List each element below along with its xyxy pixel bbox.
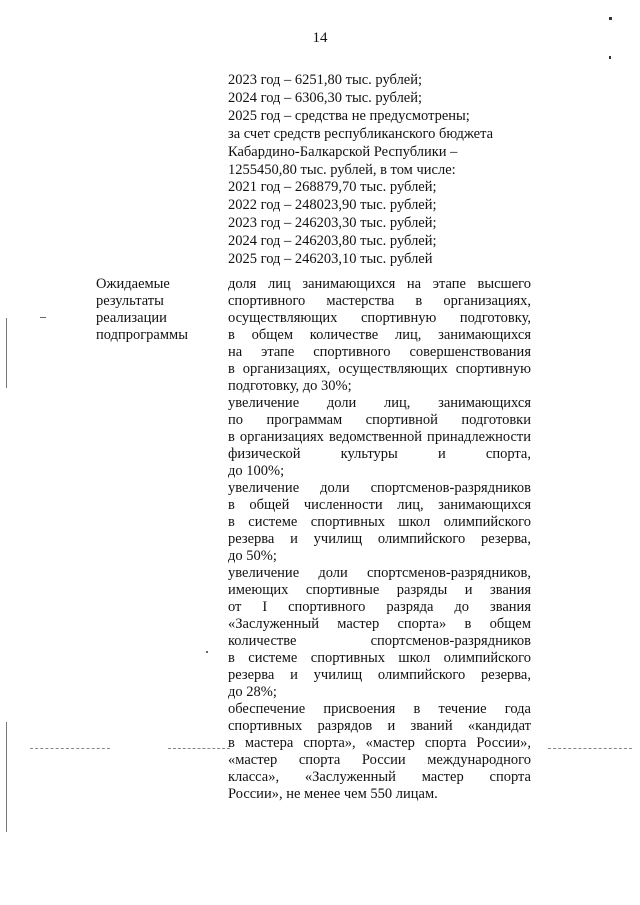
results-label-line: реализации [96,310,167,326]
funding-line: 2023 год – 6251,80 тыс. рублей; [228,72,423,88]
scan-speck [206,651,208,653]
results-line: от I спортивного разряда до звания [228,599,531,615]
results-line: в мастера спорта», «мастер спорта России», [228,735,531,751]
results-label-line: результаты [96,293,164,309]
results-line: в системе спортивных школ олимпийского [228,514,531,530]
results-label-line: Ожидаемые [96,276,170,292]
scan-edge-line [6,318,7,388]
results-line: России», не менее чем 550 лицам. [228,786,438,802]
page-number: 14 [312,30,328,46]
results-line: имеющих спортивные разряды и звания [228,582,531,598]
results-line: спортивных разрядов и званий «кандидат [228,718,531,734]
results-line: по программам спортивной подготовки [228,412,531,428]
funding-line: 1255450,80 тыс. рублей, в том числе: [228,162,456,178]
results-line: на этапе спортивного совершенствования [228,344,531,360]
scan-speck [40,317,46,318]
results-label-line: подпрограммы [96,327,188,343]
results-line: обеспечение присвоения в течение года [228,701,531,717]
results-line: в организациях, осуществляющих спортивную [228,361,531,377]
results-line: количестве спортсменов-разрядников [228,633,531,649]
scan-speck [609,17,612,20]
results-line: до 50%; [228,548,277,564]
results-line: увеличение доли спортсменов-разрядников [228,480,531,496]
funding-line: 2025 год – средства не предусмотрены; [228,108,470,124]
funding-line: 2025 год – 246203,10 тыс. рублей [228,251,433,267]
results-line: «мастер спорта России международного [228,752,531,768]
scan-fold-line [30,748,110,750]
results-line: доля лиц занимающихся на этапе высшего [228,276,531,292]
results-line: увеличение доли спортсменов-разрядников, [228,565,531,581]
results-line: в организациях ведомственной принадлежности [228,429,531,445]
funding-line: 2024 год – 246203,80 тыс. рублей; [228,233,437,249]
results-line: класса», «Заслуженный мастер спорта [228,769,531,785]
scan-fold-line [168,748,230,750]
results-line: резерва и училищ олимпийского резерва, [228,531,531,547]
results-line: до 28%; [228,684,277,700]
results-line: подготовку, до 30%; [228,378,352,394]
results-line: «Заслуженный мастер спорта» в общем [228,616,531,632]
scan-speck [609,56,611,59]
results-line: в общей численности лиц, занимающихся [228,497,531,513]
scan-edge-line [6,722,7,832]
results-line: в общем количестве лиц, занимающихся [228,327,531,343]
funding-line: Кабардино-Балкарской Республики – [228,144,458,160]
funding-line: 2022 год – 248023,90 тыс. рублей; [228,197,437,213]
funding-line: 2023 год – 246203,30 тыс. рублей; [228,215,437,231]
results-line: до 100%; [228,463,285,479]
results-line: резерва и училищ олимпийского резерва, [228,667,531,683]
results-line: физической культуры и спорта, [228,446,531,462]
results-line: спортивного мастерства в организациях, [228,293,531,309]
results-line: в системе спортивных школ олимпийского [228,650,531,666]
funding-line: 2021 год – 268879,70 тыс. рублей; [228,179,437,195]
funding-line: за счет средств республиканского бюджета [228,126,494,142]
results-line: осуществляющих спортивную подготовку, [228,310,531,326]
funding-line: 2024 год – 6306,30 тыс. рублей; [228,90,423,106]
scan-fold-line [548,748,632,750]
results-line: увеличение доли лиц, занимающихся [228,395,531,411]
